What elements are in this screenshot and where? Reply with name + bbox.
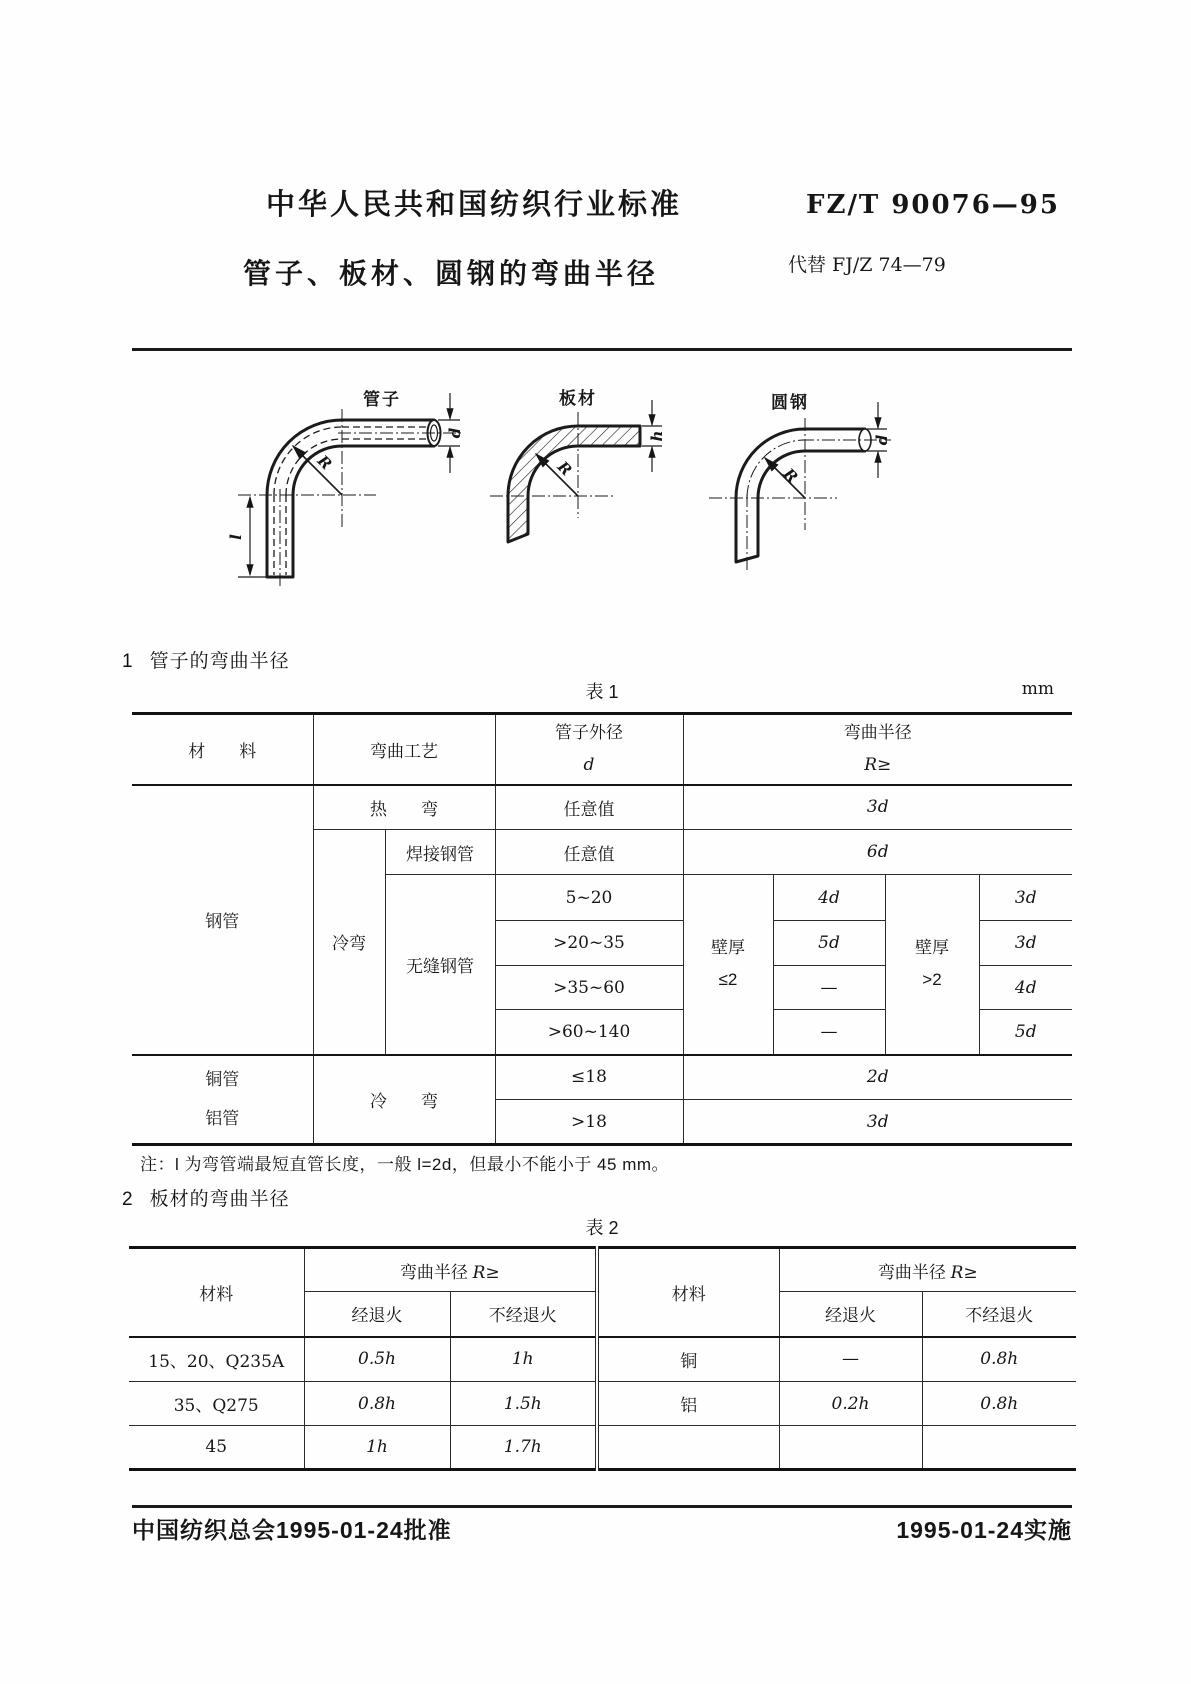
cell-not-annealed: 1.5h — [450, 1382, 597, 1426]
cell-annealed: 0.2h — [779, 1382, 922, 1426]
copper-aluminum-row — [132, 1055, 1072, 1100]
cell-material — [597, 1426, 779, 1470]
replaces-note: 代替 FJ/Z 74—79 — [788, 254, 946, 276]
cell-steel-pipe: 钢管 — [132, 785, 313, 1055]
section-title: 管子的弯曲半径 — [149, 651, 290, 672]
cell-r-thick: 3d — [979, 875, 1072, 921]
table-1-unit: mm — [1021, 679, 1054, 699]
header-bend-radius: 弯曲半径 R≥ — [683, 714, 1072, 785]
rod-shape — [736, 429, 865, 562]
section-1-heading — [122, 646, 290, 673]
cell-any-value: 任意值 — [495, 830, 683, 875]
cell-r-thick: 3d — [979, 921, 1072, 966]
header-outer-diameter: 管子外径 d — [495, 714, 683, 785]
cell-wall-thick: 壁厚 >2 — [885, 875, 979, 1055]
header-rule — [132, 348, 1072, 351]
cell-diameter-range: 5~20 — [495, 875, 683, 921]
implementation-date: 1995-01-24实施 — [896, 1517, 1072, 1543]
header-annealed-right: 经退火 — [779, 1292, 922, 1337]
plate-bending-radius-table — [129, 1246, 1076, 1471]
cell-r-hot: 3d — [683, 785, 1072, 830]
cell-welded-pipe: 焊接钢管 — [385, 830, 495, 875]
cell-diameter-range: >60~140 — [495, 1010, 683, 1055]
header-radius-left: 弯曲半径 R≥ — [304, 1248, 597, 1292]
section-number: 2 — [122, 1189, 134, 1210]
pipe-shape — [267, 420, 434, 577]
header-not-annealed-right: 不经退火 — [922, 1292, 1076, 1337]
cell-r-thick: 5d — [979, 1010, 1072, 1055]
pipe-bending-radius-table — [132, 712, 1072, 1146]
rod-figure-label: 圆钢 — [771, 393, 809, 412]
table-2-row — [129, 1337, 1076, 1382]
cell-material: 铜 — [597, 1337, 779, 1382]
radius-label: R — [779, 464, 802, 487]
header-material-right: 材料 — [597, 1248, 779, 1337]
cell-annealed — [779, 1426, 922, 1470]
cell-not-annealed: 1h — [450, 1337, 597, 1382]
cell-material: 45 — [129, 1426, 304, 1470]
table-1-caption: 表 1 — [585, 682, 619, 702]
cell-cold-bend: 冷弯 — [313, 830, 385, 1055]
table-2-caption: 表 2 — [585, 1218, 619, 1238]
cell-seamless-pipe: 无缝钢管 — [385, 875, 495, 1055]
d-dim-label: d — [446, 427, 464, 439]
section-title: 板材的弯曲半径 — [149, 1189, 290, 1210]
table-1-note: 注：l 为弯管端最短直管长度，一般 l=2d，但最小不能小于 45 mm。 — [140, 1155, 670, 1174]
plate-figure — [478, 388, 668, 568]
hot-bend-row — [132, 785, 1072, 830]
plate-shape — [508, 426, 640, 542]
cell-r-thin: — — [773, 966, 885, 1010]
cell-diameter-range: >35~60 — [495, 966, 683, 1010]
table-1-header-row — [132, 714, 1072, 785]
document-title: 管子、板材、圆钢的弯曲半径 — [243, 258, 660, 289]
cell-diameter-range: ≤18 — [495, 1055, 683, 1100]
table-2-header-row-1 — [129, 1248, 1076, 1292]
header-process: 弯曲工艺 — [313, 714, 495, 785]
cell-copper-aluminum: 铜管 铝管 — [132, 1055, 313, 1145]
cell-not-annealed: 0.8h — [922, 1382, 1076, 1426]
cell-r-welded: 6d — [683, 830, 1072, 875]
l-dim-label: l — [227, 534, 245, 540]
cell-r-thin: 4d — [773, 875, 885, 921]
cell-wall-thin: 壁厚 ≤2 — [683, 875, 773, 1055]
cell-annealed: 0.5h — [304, 1337, 450, 1382]
cell-not-annealed: 1.7h — [450, 1426, 597, 1470]
plate-figure-label: 板材 — [559, 389, 597, 408]
footer-rule — [132, 1505, 1072, 1508]
header-not-annealed-left: 不经退火 — [450, 1292, 597, 1337]
approval-statement: 中国纺织总会1995-01-24批准 — [132, 1517, 452, 1543]
header-material: 材 料 — [132, 714, 313, 785]
round-steel-figure — [685, 390, 895, 575]
cell-material: 15、20、Q235A — [129, 1337, 304, 1382]
table-2-caption-row — [132, 1214, 1072, 1240]
pipe-figure-label: 管子 — [363, 390, 401, 409]
cell-annealed: 1h — [304, 1426, 450, 1470]
cell-cold-bend-2: 冷 弯 — [313, 1055, 495, 1145]
h-dim-label: h — [648, 430, 666, 442]
cell-any-value: 任意值 — [495, 785, 683, 830]
header-material-left: 材料 — [129, 1248, 304, 1337]
standard-code: FZ/T 90076—95 — [806, 190, 1060, 220]
standard-name: 中华人民共和国纺织行业标准 — [266, 189, 683, 221]
cell-material: 铝 — [597, 1382, 779, 1426]
d-dim-label: d — [873, 434, 891, 446]
cell-r-thin: 5d — [773, 921, 885, 966]
cell-diameter-range: >20~35 — [495, 921, 683, 966]
cell-not-annealed: 0.8h — [922, 1337, 1076, 1382]
radius-label: R — [313, 451, 336, 474]
cell-not-annealed — [922, 1426, 1076, 1470]
cell-r-value: 2d — [683, 1055, 1072, 1100]
header-radius-right: 弯曲半径 R≥ — [779, 1248, 1076, 1292]
cell-r-thin: — — [773, 1010, 885, 1055]
table-1-caption-row — [132, 678, 1072, 704]
table-2-row — [129, 1382, 1076, 1426]
cell-r-value: 3d — [683, 1100, 1072, 1145]
table-2-row — [129, 1426, 1076, 1470]
cell-annealed: — — [779, 1337, 922, 1382]
radius-label: R — [553, 457, 576, 480]
cell-r-thick: 4d — [979, 966, 1072, 1010]
section-2-heading — [122, 1184, 290, 1211]
radius-leader — [536, 454, 578, 496]
header-annealed-left: 经退火 — [304, 1292, 450, 1337]
cell-diameter-range: >18 — [495, 1100, 683, 1145]
cell-material: 35、Q275 — [129, 1382, 304, 1426]
cell-annealed: 0.8h — [304, 1382, 450, 1426]
cell-hot-bend: 热 弯 — [313, 785, 495, 830]
pipe-figure — [222, 385, 472, 590]
section-number: 1 — [122, 651, 134, 672]
